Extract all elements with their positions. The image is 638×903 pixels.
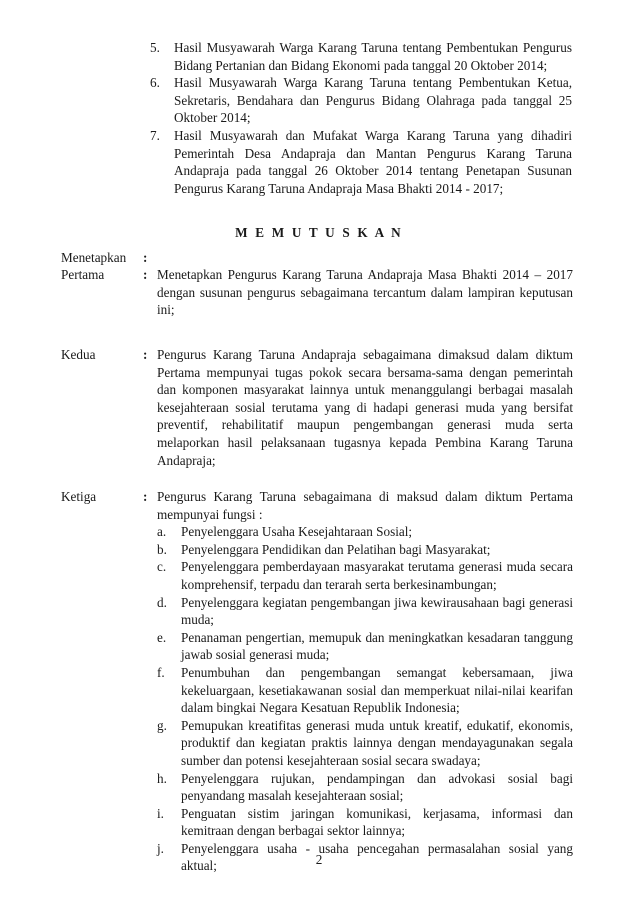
list-letter: h. [157, 770, 167, 786]
list-text: Hasil Musyawarah dan Mufakat Warga Karang Taruna yang dihadiri Pemerintah Desa Andapraja dan Mantan Pengurus Karang Taruna Andapraja pada tanggal 26 Oktober 2014 tentang Penetapan Susunan Pengurus Karang Taruna Andapraja Masa Bhakti 2014 - 2017; [174, 127, 572, 196]
list-item [150, 127, 572, 197]
list-number: 6. [150, 75, 160, 91]
list-text: Penanaman pengertian, memupuk dan meningkatkan kesadaran tanggung jawab sosial generasi muda; [181, 629, 573, 663]
list-item [157, 805, 573, 840]
menetapkan-row [61, 249, 573, 267]
list-letter: b. [157, 541, 167, 557]
list-text: Hasil Musyawarah Warga Karang Taruna tentang Pembentukan Ketua, Sekretaris, Bendahara dan Pengurus Bidang Olahraga pada tanggal 25 Oktober 2014; [174, 75, 572, 126]
list-letter: i. [157, 805, 164, 821]
list-text: Penyelenggara Usaha Kesejahtaraan Sosial; [181, 524, 413, 540]
ketiga-label: Ketiga [61, 489, 97, 504]
kedua-row [61, 346, 573, 469]
decision-heading: M E M U T U S K A N [235, 225, 403, 240]
list-number: 7. [150, 127, 160, 143]
list-item [157, 541, 573, 559]
list-item [157, 558, 573, 593]
list-text: Penyelenggara usaha - usaha pencegahan permasalahan sosial yang aktual; [181, 840, 573, 874]
ketiga-intro: Pengurus Karang Taruna sebagaimana di maksud dalam diktum Pertama mempunyai fungsi : [157, 489, 573, 522]
list-letter: d. [157, 594, 167, 610]
list-item [157, 770, 573, 805]
pertama-row [61, 266, 573, 319]
list-letter: a. [157, 524, 167, 540]
menetapkan-label: Menetapkan [61, 250, 127, 265]
kedua-text: Pengurus Karang Taruna Andapraja sebagaimana dimaksud dalam diktum Pertama mempunyai tugas pokok secara bersama-sama dengan pemerintah dan komponen masyarakat lainnya untuk menanggulangi berbagai masalah kesejahteraan sosial terutama yang di hadapi generasi muda yang bersifat preventif, rehabilitatif maupun pengembangan generasi muda serta melaporkan hasil pelaksanaan tugasnya kepada Pembina Karang Taruna Andapraja; [157, 347, 573, 468]
list-item [157, 523, 573, 541]
colon: : [143, 489, 148, 504]
colon: : [143, 250, 148, 265]
list-number: 5. [150, 40, 160, 55]
ketiga-row [61, 488, 573, 875]
list-text: Penyelenggara kegiatan pengembangan jiwa kewirausahaan bagi generasi muda; [181, 594, 573, 628]
colon: : [143, 267, 148, 282]
list-letter: c. [157, 559, 167, 575]
list-item [157, 594, 573, 629]
considerations-list [150, 39, 572, 197]
pertama-text: Menetapkan Pengurus Karang Taruna Andapraja Masa Bhakti 2014 – 2017 dengan susunan pengurus sebagaimana tercantum dalam lampiran keputusan ini; [157, 267, 573, 318]
functions-list [157, 523, 573, 875]
list-text: Penguatan sistim jaringan komunikasi, kerjasama, informasi dan kemitraan dengan berbagai sektor lainnya; [181, 805, 573, 839]
list-item [150, 74, 572, 127]
pertama-label: Pertama [61, 267, 105, 282]
list-item [157, 629, 573, 664]
page-number: 2 [315, 852, 323, 867]
colon: : [143, 347, 148, 362]
list-letter: f. [157, 664, 165, 680]
list-text: Penyelenggara rujukan, pendampingan dan advokasi sosial bagi penyandang masalah kesejahteraan sosial; [181, 770, 573, 804]
kedua-label: Kedua [61, 347, 96, 362]
list-letter: g. [157, 717, 167, 733]
list-text: Penumbuhan dan pengembangan semangat kebersamaan, jiwa kekeluargaan, kesetiakawanan sosial dan memperkuat nilai-nilai kearifan dalam bingkai Negara Kesatuan Republik Indonesia; [181, 664, 573, 716]
list-text: Penyelenggara pemberdayaan masyarakat terutama generasi muda secara komprehensif, terpadu dan terarah serta berkesinambungan; [181, 559, 573, 592]
list-text: Hasil Musyawarah Warga Karang Taruna tentang Pembentukan Pengurus Bidang Pertanian dan Bidang Ekonomi pada tanggal 20 Oktober 2014; [174, 40, 572, 73]
list-letter: j. [157, 840, 164, 856]
list-text: Pemupukan kreatifitas generasi muda untuk kreatif, edukatif, ekonomis, produktif dan kegiatan praktis lainnya dengan mendayagunakan segala sumber dan potensi kesejahteraan sosial secara swadaya; [181, 717, 573, 768]
list-letter: e. [157, 629, 167, 645]
list-item [157, 717, 573, 770]
list-item [157, 664, 573, 717]
list-item [150, 39, 572, 74]
list-text: Penyelenggara Pendidikan dan Pelatihan bagi Masyarakat; [181, 541, 491, 557]
